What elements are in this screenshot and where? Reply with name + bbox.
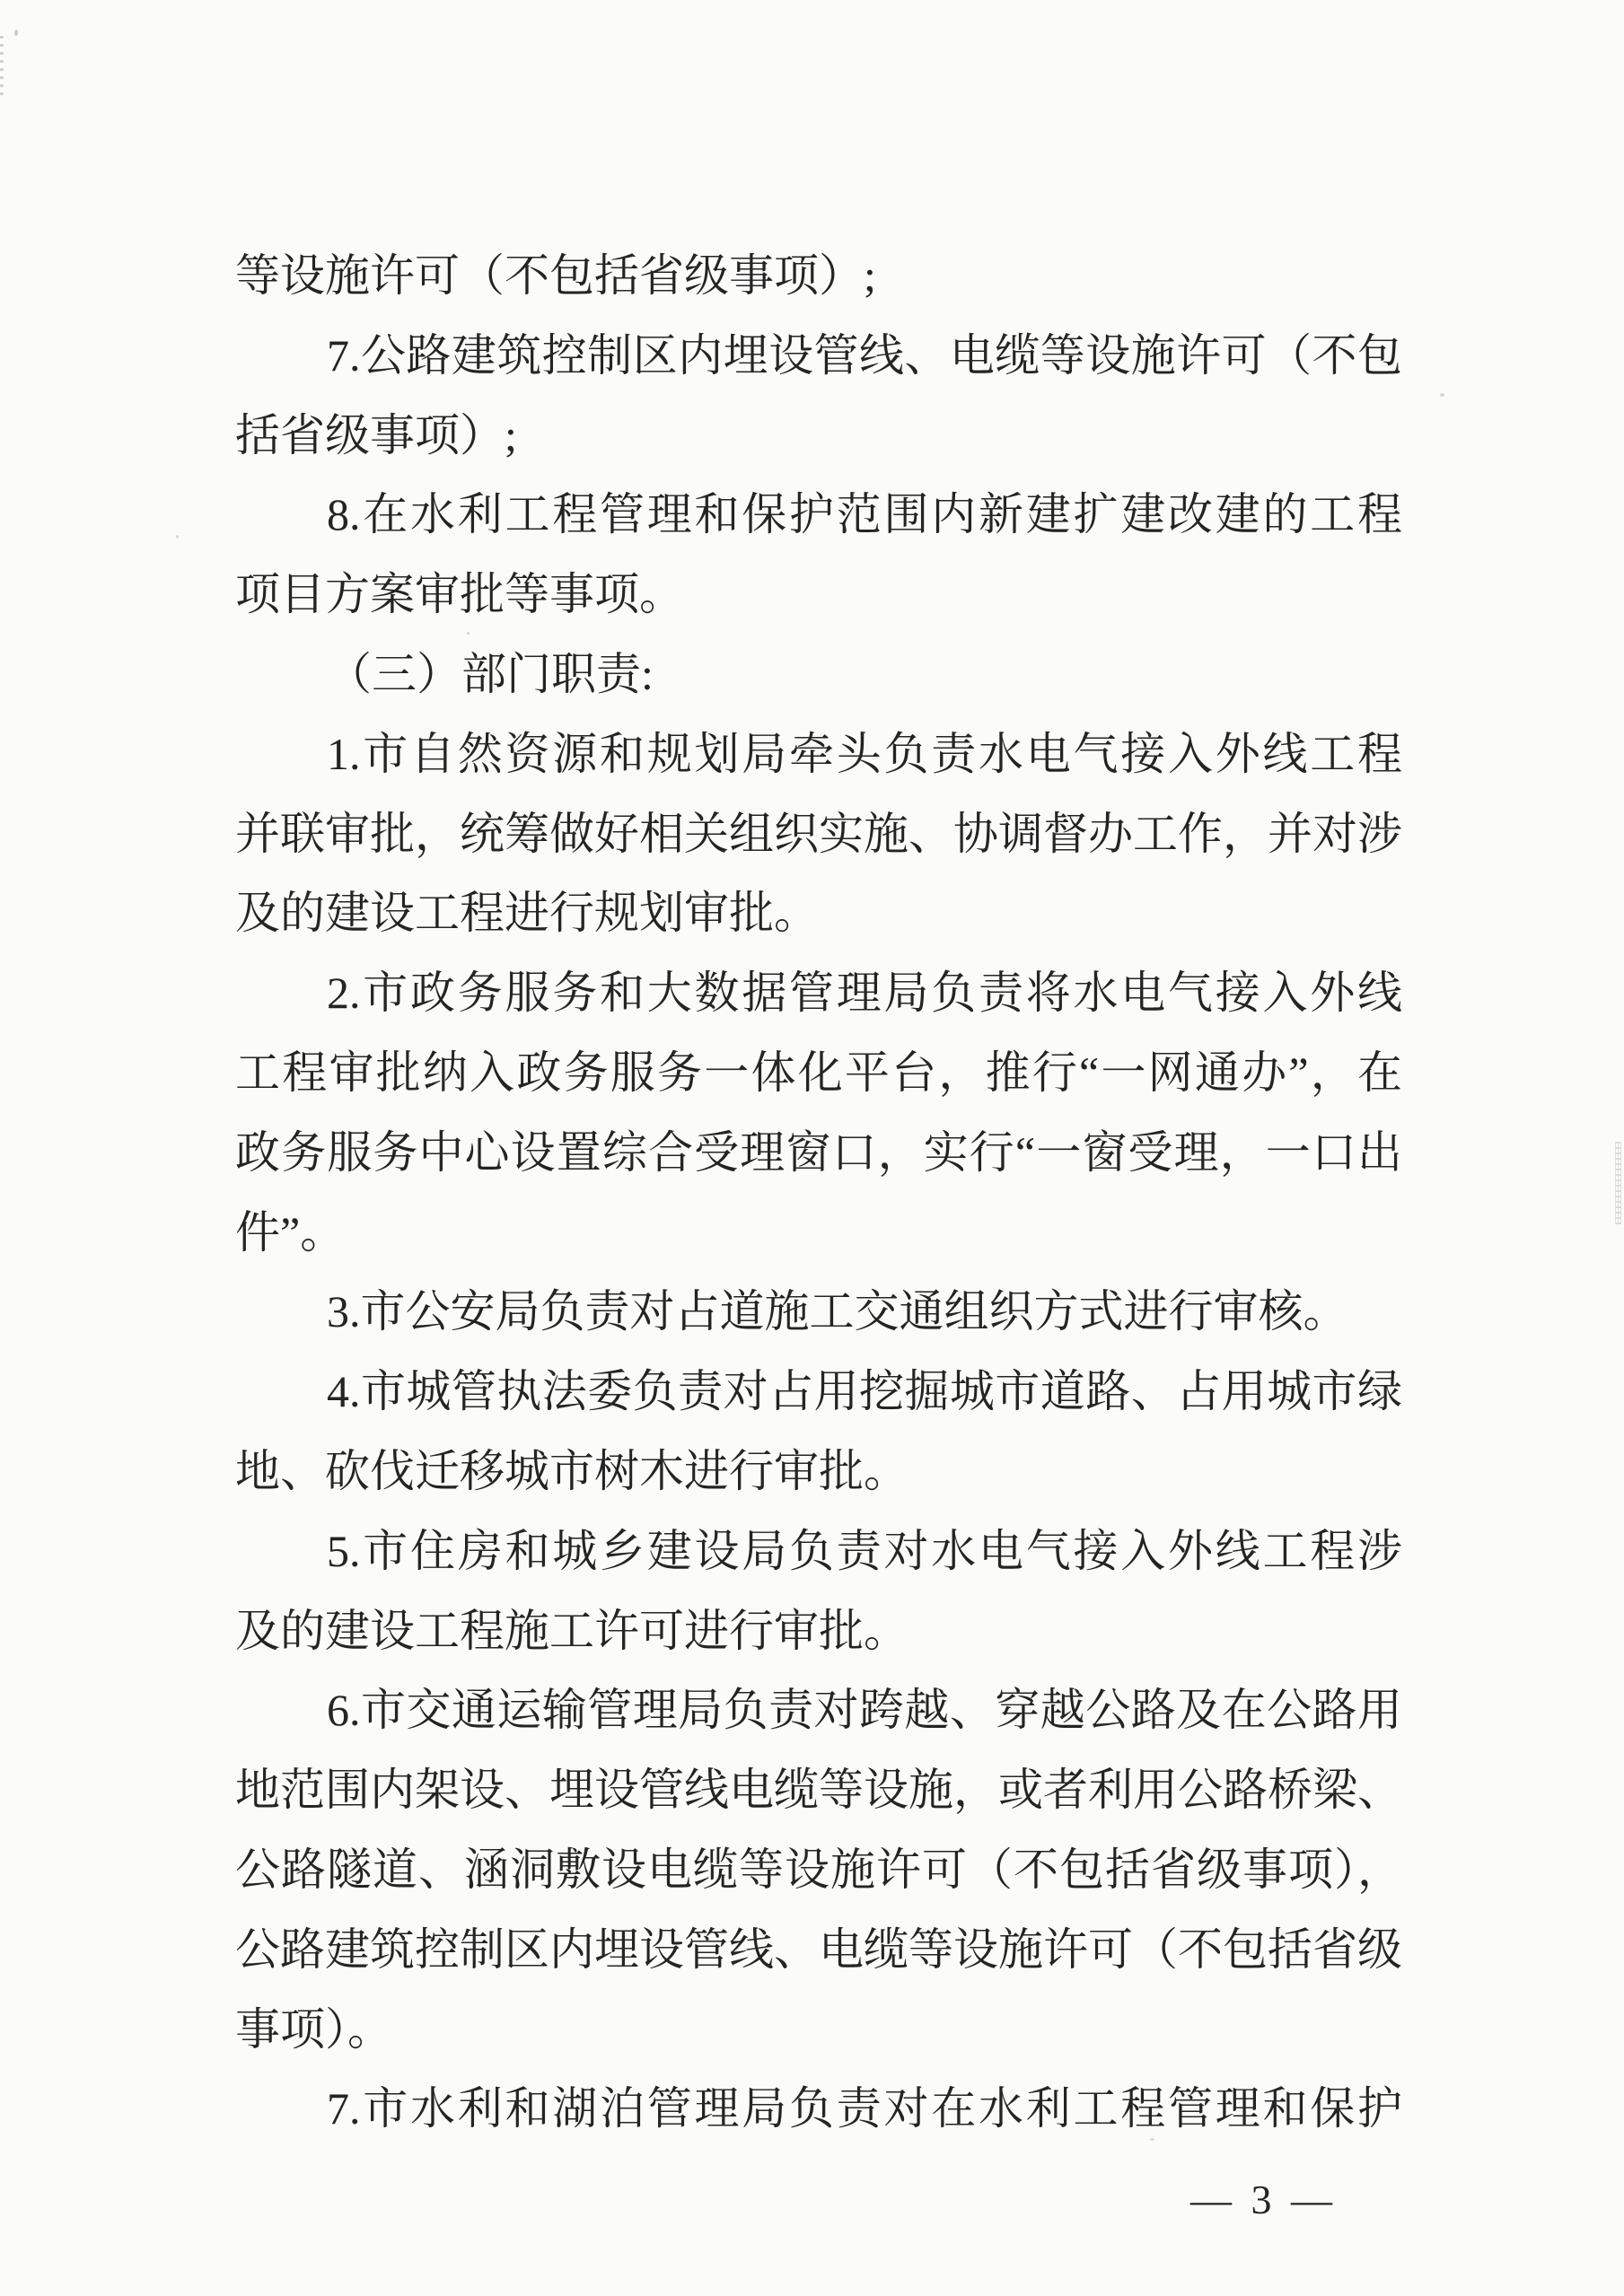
scan-speck: [176, 535, 179, 539]
text-line: 2.市政务服务和大数据管理局负责将水电气接入外线: [327, 968, 1402, 1019]
scan-noise-right-edge: [1615, 1142, 1621, 1224]
text-line: 政务服务中心设置综合受理窗口，实行“一窗受理，一口出: [235, 1126, 1402, 1178]
text-line: 公路建筑控制区内埋设管线、电缆等设施许可（不包括省级: [235, 1924, 1402, 1975]
scan-speck: [467, 632, 470, 635]
page-number: — 3 —: [1190, 2177, 1337, 2222]
text-line: 括省级事项）;: [235, 409, 517, 460]
text-line: 等设施许可（不包括省级事项）;: [235, 250, 876, 301]
text-line: 公路隧道、涵洞敷设电缆等设施许可（不包括省级事项），: [235, 1844, 1402, 1895]
text-line: 事项）。: [235, 2003, 392, 2055]
text-line: 地、砍伐迁移城市树木进行审批。: [235, 1445, 909, 1496]
text-line: 地范围内架设、埋设管线电缆等设施，或者利用公路桥梁、: [235, 1765, 1402, 1816]
text-line: 3.市公安局负责对占道施工交通组织方式进行审核。: [327, 1286, 1348, 1337]
scan-speck: [1150, 2138, 1154, 2141]
text-line: 及的建设工程施工许可进行审批。: [235, 1605, 909, 1656]
text-line: 件”。: [235, 1206, 346, 1258]
text-line: 4.市城管执法委负责对占用挖掘城市道路、占用城市绿: [327, 1366, 1402, 1417]
text-line: 项目方案审批等事项。: [235, 569, 684, 620]
scan-noise-left-edge: [0, 36, 4, 99]
text-line: 8.在水利工程管理和保护范围内新建扩建改建的工程: [327, 489, 1402, 540]
text-line section-heading: （三）部门职责:: [327, 648, 654, 699]
document-body: [235, 236, 1402, 2149]
text-line: 5.市住房和城乡建设局负责对水电气接入外线工程涉: [327, 1525, 1402, 1576]
text-line: 1.市自然资源和规划局牵头负责水电气接入外线工程: [327, 728, 1402, 779]
text-line: 7.公路建筑控制区内埋设管线、电缆等设施许可（不包: [327, 329, 1402, 381]
text-line: 并联审批，统筹做好相关组织实施、协调督办工作，并对涉: [235, 808, 1402, 859]
text-line: 及的建设工程进行规划审批。: [235, 888, 819, 939]
text-line: 6.市交通运输管理局负责对跨越、穿越公路及在公路用: [327, 1685, 1402, 1736]
scan-speck: [1440, 393, 1444, 397]
text-line: 工程审批纳入政务服务一体化平台，推行“一网通办”，在: [235, 1047, 1402, 1098]
text-line: 7.市水利和湖泊管理局负责对在水利工程管理和保护: [327, 2083, 1402, 2134]
scan-speck: [14, 30, 18, 36]
